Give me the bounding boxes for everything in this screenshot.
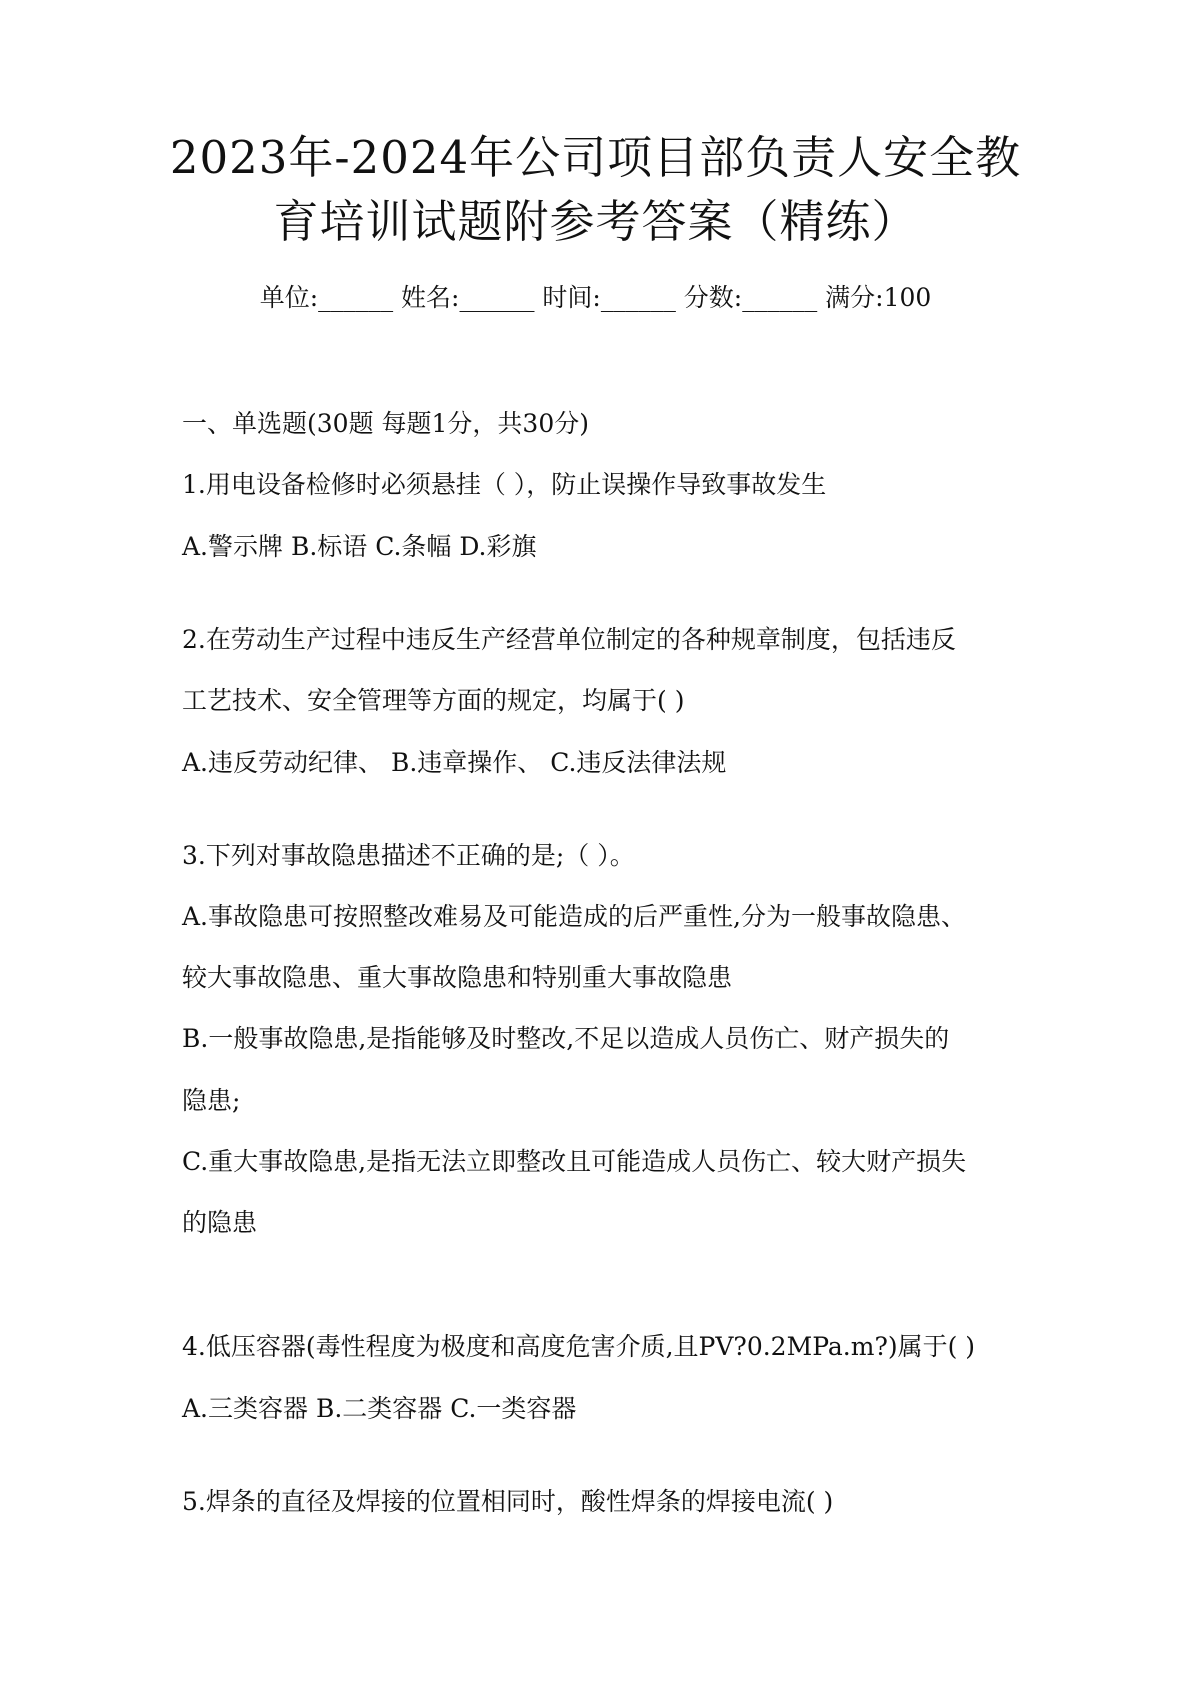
question-4-options: A.三类容器 B.二类容器 C.一类容器 [182, 1394, 577, 1423]
question-5-stem: 5.焊条的直径及焊接的位置相同时，酸性焊条的焊接电流( ) [182, 1487, 834, 1516]
question-2-stem-line-2: 工艺技术、安全管理等方面的规定，均属于( ) [182, 686, 685, 715]
question-3-option-b-line-1: B.一般事故隐患,是指能够及时整改,不足以造成人员伤亡、财产损失的 [182, 1024, 950, 1053]
question-3-stem: 3.下列对事故隐患描述不正确的是;（ ）。 [182, 841, 635, 870]
question-3-option-c-line-2: 的隐患 [182, 1208, 258, 1237]
document-title-line-1: 2023年-2024年公司项目部负责人安全教 [169, 131, 1022, 184]
question-3-option-a-line-2: 较大事故隐患、重大事故隐患和特别重大事故隐患 [182, 963, 733, 992]
exam-info-line: 单位:______ 姓名:______ 时间:______ 分数:______ 满分:100 [259, 283, 932, 312]
document-title-line-2: 育培训试题附参考答案（精练） [273, 195, 918, 248]
question-3-option-c-line-1: C.重大事故隐患,是指无法立即整改且可能造成人员伤亡、较大财产损失 [182, 1147, 967, 1176]
question-1-options: A.警示牌 B.标语 C.条幅 D.彩旗 [182, 532, 537, 561]
question-2-stem-line-1: 2.在劳动生产过程中违反生产经营单位制定的各种规章制度，包括违反 [182, 625, 956, 654]
question-2-options: A.违反劳动纪律、 B.违章操作、 C.违反法律法规 [182, 748, 727, 777]
question-1-stem: 1.用电设备检修时必须悬挂（ ），防止误操作导致事故发生 [182, 470, 827, 499]
question-3-option-a-line-1: A.事故隐患可按照整改难易及可能造成的后严重性,分为一般事故隐患、 [182, 902, 966, 931]
question-4-stem: 4.低压容器(毒性程度为极度和高度危害介质,且PV?0.2MPa.m?)属于( ) [182, 1332, 976, 1361]
section-heading: 一、单选题(30题 每题1分，共30分) [182, 409, 589, 438]
question-3-option-b-line-2: 隐患; [182, 1086, 241, 1115]
